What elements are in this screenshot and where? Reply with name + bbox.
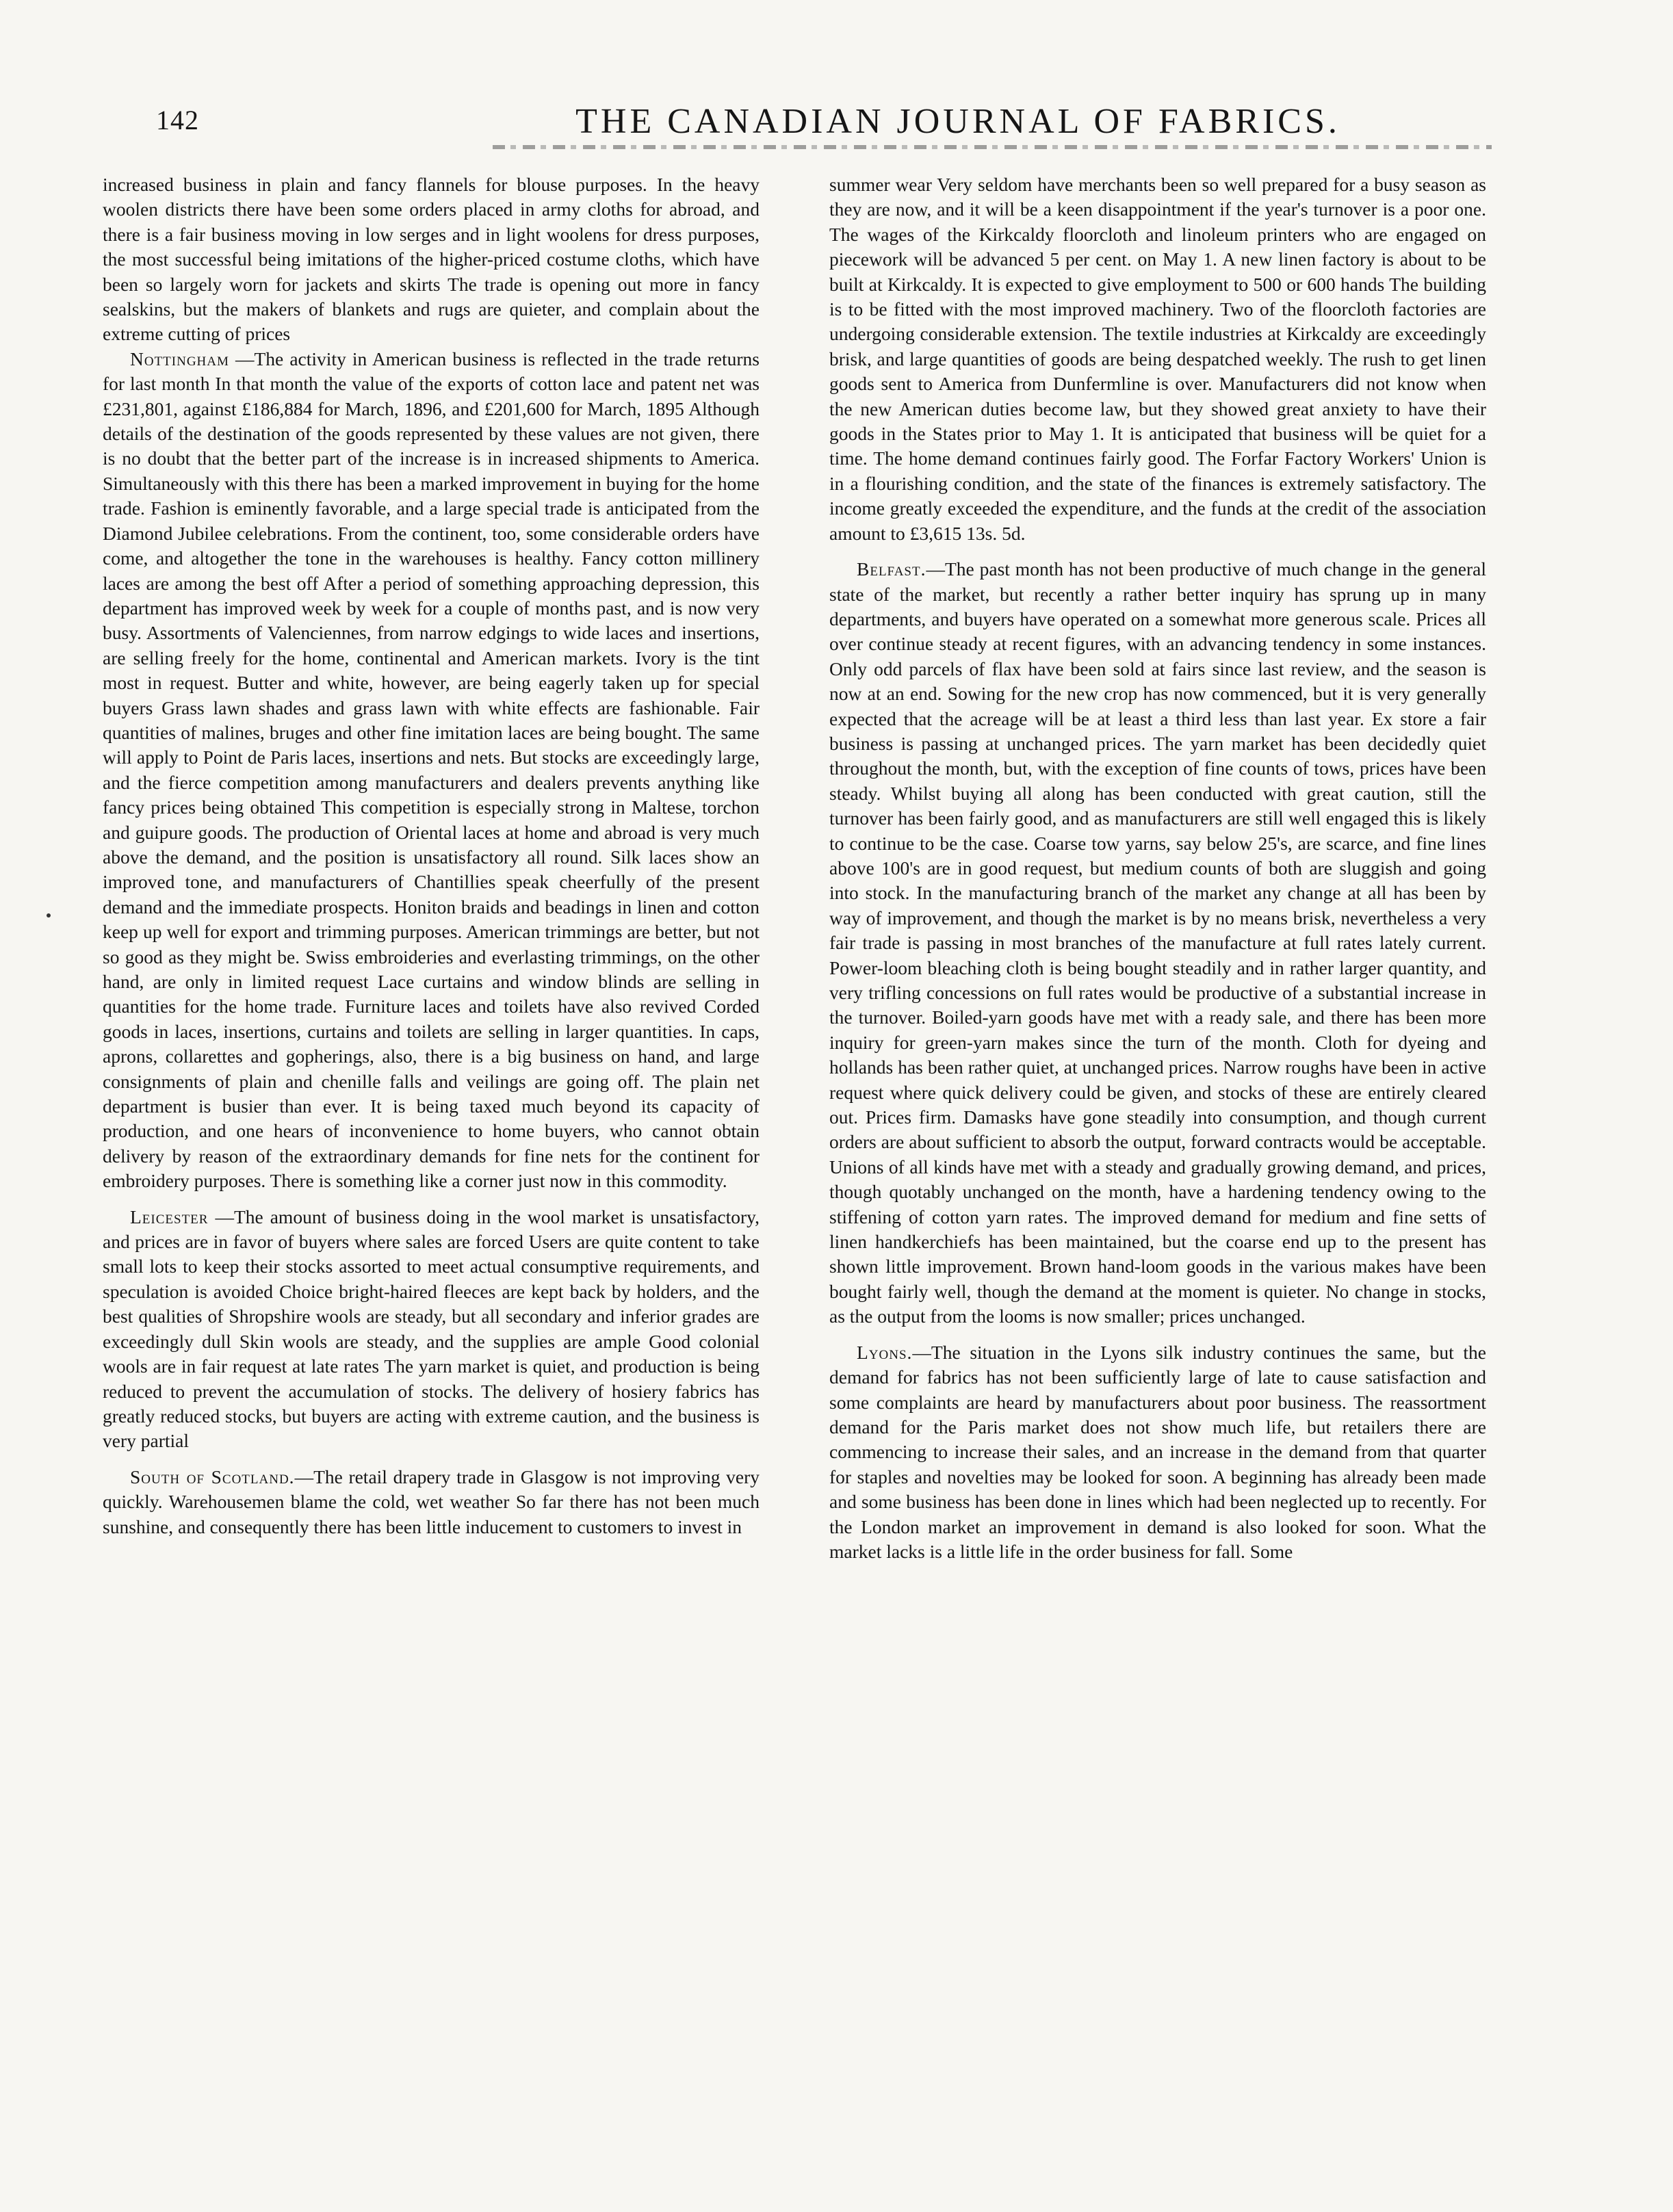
paragraph-belfast [829,557,1486,1329]
paragraph-nottingham [103,347,760,1194]
paragraph-flannels: increased business in plain and fancy flannels for blouse purposes. In the heavy woolen districts there have been some orders placed in army cloths for abroad, and there is a fair business moving in low serges and in light woolens for dress purposes, the most successful being imitations of the higher-priced costume cloths, which have been so largely worn for jackets and skirts The trade is opening out more in fancy sealskins, but the makers of blankets and rugs are quieter, and complain about the extreme cutting of prices [103,174,760,345]
right-column [829,172,1486,2198]
margin-dot [47,913,51,918]
belfast-heading: Belfast. [857,558,926,580]
header-rule [493,145,1492,149]
paragraph-summer-wear: summer wear Very seldom have merchants been so well prepared for a busy season as they are now, and it will be a keen disappointment if the year's turnover is a poor one. The wages of the Kirkcaldy floorcloth and linoleum printers who are engaged on piecework will be advanced 5 per cent. on May 1. A new linen factory is about to be built at Kirkcaldy. It is expected to give employment to 500 or 600 hands The building is to be fitted with the most improved machinery. Two of the floorcloth factories are undergoing considerable extension. The textile industries at Kirkcaldy are exceedingly brisk, and large quantities of goods are being despatched weekly. The rush to get linen goods sent to America from Dunfermline is over. Manufacturers did not know when the new American duties become law, but they showed great anxiety to have their goods in the States prior to May 1. It is anticipated that business will be quiet for a time. The home demand continues fairly good. The Forfar Factory Workers' Union is in a flourishing condition, and the state of the finances is extremely satisfactory. The income greatly exceeded the expenditure, and the funds at the credit of the association amount to £3,615 13s. 5d. [829,174,1486,544]
paragraph-leicester [103,1205,760,1454]
nottingham-heading: Nottingham [130,348,229,369]
journal-title: THE CANADIAN JOURNAL OF FABRICS. [575,102,1340,141]
leicester-body: —The amount of business doing in the wool market is unsatisfactory, and prices are in favor of buyers where sales are forced Users are quite content to take small lots to keep their stocks assorted to meet actual consumptive requirements, and speculation is avoided Choice bright-haired fleeces are kept back by holders, and the best qualities of Shropshire wools are steady, but all secondary and inferior grades are exceedingly dull Skin wools are steady, and the supplies are ample Good colonial wools are in fair request at late rates The yarn market is quiet, and production is being reduced to prevent the accumulation of stocks. The delivery of hosiery fabrics has greatly reduced stocks, but buyers are acting with extreme caution, and the business is very partial [103,1206,760,1452]
left-column [103,172,760,2198]
scotland-body: —The retail drapery trade in Glasgow is not improving very quickly. Warehousemen blame the cold, wet weather So far there has not been much sunshine, and consequently there has been little inducement to customers to invest in [103,1466,760,1537]
nottingham-body: —The activity in American business is reflected in the trade returns for last month In that month the value of the exports of cotton lace and patent net was £231,801, against £186,884 for March, 1896, and £201,600 for March, 1895 Although details of the destination of the goods represented by these values are not given, there is no doubt that the better part of the increase is in increased shipments to America. Simultaneously with this there has been a marked improvement in buying for the home trade. Fashion is eminently favorable, and a large special trade is anticipated from the Diamond Jubilee celebrations. From the continent, too, some considerable orders have come, and altogether the tone in the warehouses is healthy. Fancy cotton millinery laces are among the best off After a period of something approaching depression, this department has improved week by week for a couple of months past, and is now very busy. Assortments of Valenciennes, from narrow edgings to wide laces and insertions, are selling freely for the home, continental and American markets. Ivory is the tint most in request. Butter and white, however, are being eagerly taken up for special buyers Grass lawn shades and grass lawn with white effects are fashionable. Fair quantities of malines, bruges and other fine imitation laces are being bought. The same will apply to Point de Paris laces, insertions and nets. But stocks are exceedingly large, and the fierce competition among manufacturers and dealers prevents anything like fancy prices being obtained This competition is especially strong in Maltese, torchon and guipure goods. The production of Oriental laces at home and abroad is very much above the demand, and the position is unsatisfactory all round. Silk laces show an improved tone, and manufacturers of Chantillies speak cheerfully of the present demand and the immediate prospects. Honiton braids and beadings in linen and cotton keep up well for export and trimming purposes. American trimmings are better, but not so good as they might be. Swiss embroideries and everlasting trimmings, on the other hand, are only in limited request Lace curtains and window blinds are selling in quantities for the home trade. Furniture laces and toilets have also revived Corded goods in laces, insertions, curtains and toilets are selling in larger quantities. In caps, aprons, collarettes and gopherings, also, there is a big business on hand, and large consignments of plain and chenille falls and veilings are going off. The plain net department is busier than ever. It is being taxed much beyond its capacity of production, and one hears of inconvenience to home buyers, who cannot obtain delivery by reason of the extraordinary demands for fine nets for the continent for embroidery purposes. There is something like a corner just now in this commodity. [103,348,760,1192]
belfast-body: —The past month has not been productive of much change in the general state of the market, but recently a rather better inquiry has sprung up in many departments, and buyers have operated on a somewhat more generous scale. Prices all over continue steady at recent figures, with an advancing tendency in some instances. Only odd parcels of flax have been sold at fairs since last review, and the season is now at an end. Sowing for the new crop has now commenced, but it is very generally expected that the acreage will be at least a third less than last year. Ex store a fair business is passing at unchanged prices. The yarn market has been decidedly quiet throughout the month, but, with the exception of fine counts of tows, prices have been steady. Whilst buying all along has been conducted with great caution, still the turnover has been fairly good, and as manufacturers are still well engaged this is likely to continue to be the case. Coarse tow yarns, say below 25's, are scarce, and fine lines above 100's are in good request, but medium counts of both are sluggish and going into stock. In the manufacturing branch of the market any change at all has been by way of improvement, and though the market is by no means brisk, nevertheless a very fair trade is passing in most branches of the manufacture at full rates lately current. Power-loom bleaching cloth is being bought steadily and in rather larger quantity, and very trifling concessions on full rates would be productive of a substantial increase in the turnover. Boiled-yarn goods have met with a ready sale, and there has been more inquiry for green-yarn makes since the turn of the month. Cloth for dyeing and hollands has been rather quiet, at unchanged prices. Narrow roughs have been in active request where quick delivery could be given, and stocks of these are entirely cleared out. Prices firm. Damasks have gone steadily into consumption, and though current orders are about sufficient to absorb the output, forward contracts would be acceptable. Unions of all kinds have met with a steady and gradually growing demand, and prices, though quotably unchanged on the month, have a hardening tendency owing to the stiffening of cotton yarn rates. The improved demand for medium and fine setts of linen handkerchiefs has been maintained, but the coarse end up to the present has shown little improvement. Brown hand-loom goods in the various makes have been bought fairly well, though the demand at the moment is quieter. No change in stocks, as the output from the looms is now smaller; prices unchanged. [829,558,1486,1327]
lyons-heading: Lyons. [857,1341,913,1363]
paragraph-lyons [829,1340,1486,1565]
lyons-body: —The situation in the Lyons silk industry continues the same, but the demand for fabrics has not been sufficiently large of late to cause satisfaction and some complaints are heard by manufacturers about poor business. The reassortment demand for the Paris market does not show much life, but retailers there are commencing to increase their sales, and an increase in the demand from that quarter for staples and novelties may be looked for soon. A beginning has already been made and some business has been done in lines which had been neglected up to recently. For the London market an improvement in demand is also looked for soon. What the market lacks is a little life in the order business for fall. Some [829,1341,1486,1562]
paragraph-scotland [103,1465,760,1539]
scotland-heading: South of Scotland. [130,1466,295,1487]
page-number: 142 [156,105,199,135]
leicester-heading: Leicester [130,1206,209,1227]
